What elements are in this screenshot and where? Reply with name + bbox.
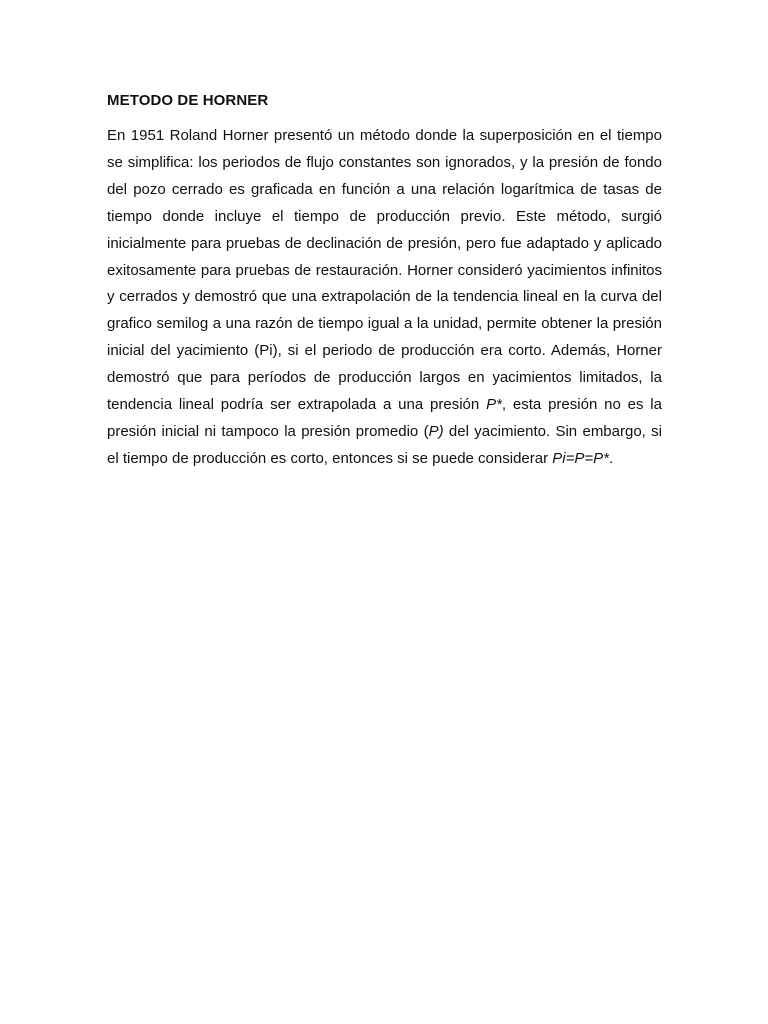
body-paragraph — [107, 123, 662, 473]
pressure-equality-formula: Pi=P=P* — [552, 449, 609, 467]
paragraph-text-part-2: , esta presión no es la presión inicial ni tampoco la presión promedio ( — [107, 396, 662, 440]
paragraph-text-part-3: del yacimiento. Sin embargo, si el tiempo de producción es corto, entonces si se puede considerar — [107, 422, 662, 467]
paragraph-text-part-1: En 1951 Roland Horner presentó un método donde la superposición en el tiempo se simplifica: los periodos de flujo constantes son ignorados, y la presión de fondo del pozo cerrado es graficada en función a una relación logarítmica de tasas de tiempo donde incluye el tiempo de producción previo. Este método, surgió inicialmente para pruebas de declinación de presión, pero fue adaptado y aplicado exitosamente para pruebas de restauración. Horner consideró yacimientos infinitos y cerrados y demostró que una extrapolación de la tendencia lineal en la curva del grafico semilog a una razón de tiempo igual a la unidad, permite obtener la presión inicial del yacimiento (Pi), si el periodo de producción era corto. Además, Horner demostró que para períodos de producción largos en yacimientos limitados, la tendencia lineal podría ser extrapolada a una presión — [107, 127, 662, 414]
pressure-symbol-p-star: P* — [486, 396, 502, 414]
average-pressure-symbol: P) — [428, 422, 444, 440]
paragraph-text-part-4: . — [608, 449, 614, 467]
document-title: METODO DE HORNER — [107, 92, 269, 109]
